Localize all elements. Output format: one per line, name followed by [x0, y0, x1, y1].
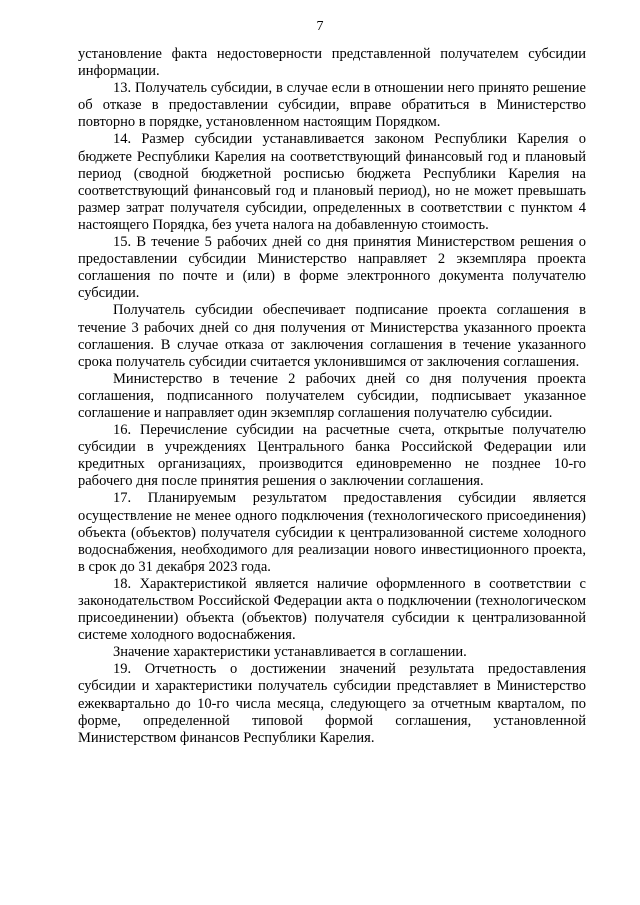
- paragraph-18-value: Значение характеристики устанавливается в соглашении.: [113, 644, 467, 661]
- paragraph-17: 17. Планируемым результатом предоставления субсидии является осуществление не менее одного подключения (технологического присоединения) объекта (объектов) получателя субсидии к централизованной системе холодного водоснабжения, необходимого для реализации нового инвестиционного проекта, в срок до 31 декабря 2023 года.: [78, 490, 586, 575]
- paragraph-14: 14. Размер субсидии устанавливается законом Республики Карелия о бюджете Республики Карелия на соответствующий финансовый год и плановый период (сводной бюджетной росписью бюджета Республики Карелия на соответствующий финансовый год и плановый период), но не может превышать размер затрат получателя субсидии, определенных в соответствии с пунктом 4 настоящего Порядка, без учета налога на добавленную стоимость.: [78, 131, 586, 233]
- paragraph-16: 16. Перечисление субсидии на расчетные счета, открытые получателю субсидии в учреждениях Центрального банка Российской Федерации или кредитных организациях, производится единовременно не позднее 10-го рабочего дня после принятия решения о заключении соглашения.: [78, 422, 586, 490]
- paragraph-19: 19. Отчетность о достижении значений результата предоставления субсидии и характеристики получатель субсидии представляет в Министерство ежеквартально до 10-го числа месяца, следующего за отчетным кварталом, по форме, определенной типовой формой соглашения, установленной Министерством финансов Республики Карелия.: [78, 661, 586, 746]
- document-body: [78, 46, 586, 747]
- page-number: 7: [316, 19, 324, 34]
- paragraph-12-continuation: установление факта недостоверности представленной получателем субсидии информации.: [78, 46, 586, 80]
- paragraph-15-signing: Получатель субсидии обеспечивает подписание проекта соглашения в течение 3 рабочих дней со дня получения от Министерства указанного проекта соглашения. В случае отказа от заключения соглашения в течение указанного срока получатель субсидии считается уклонившимся от заключения соглашения.: [78, 302, 586, 370]
- paragraph-15-ministry: Министерство в течение 2 рабочих дней со дня получения проекта соглашения, подписанного получателем субсидии, подписывает указанное соглашение и направляет один экземпляр соглашения получателю субсидии.: [78, 370, 586, 421]
- paragraph-15: 15. В течение 5 рабочих дней со дня принятия Министерством решения о предоставлении субсидии Министерство направляет 2 экземпляра проекта соглашения по почте и (или) в форме электронного документа получателю субсидии.: [78, 234, 586, 302]
- paragraph-18: 18. Характеристикой является наличие оформленного в соответствии с законодательством Российской Федерации акта о подключении (технологическом присоединении) объекта (объектов) получателя субсидии к централизованной системе холодного водоснабжения.: [78, 575, 586, 644]
- paragraph-13: 13. Получатель субсидии, в случае если в отношении него принято решение об отказе в предоставлении субсидии, вправе обратиться в Министерство повторно в порядке, установленном настоящим Порядком.: [78, 80, 586, 131]
